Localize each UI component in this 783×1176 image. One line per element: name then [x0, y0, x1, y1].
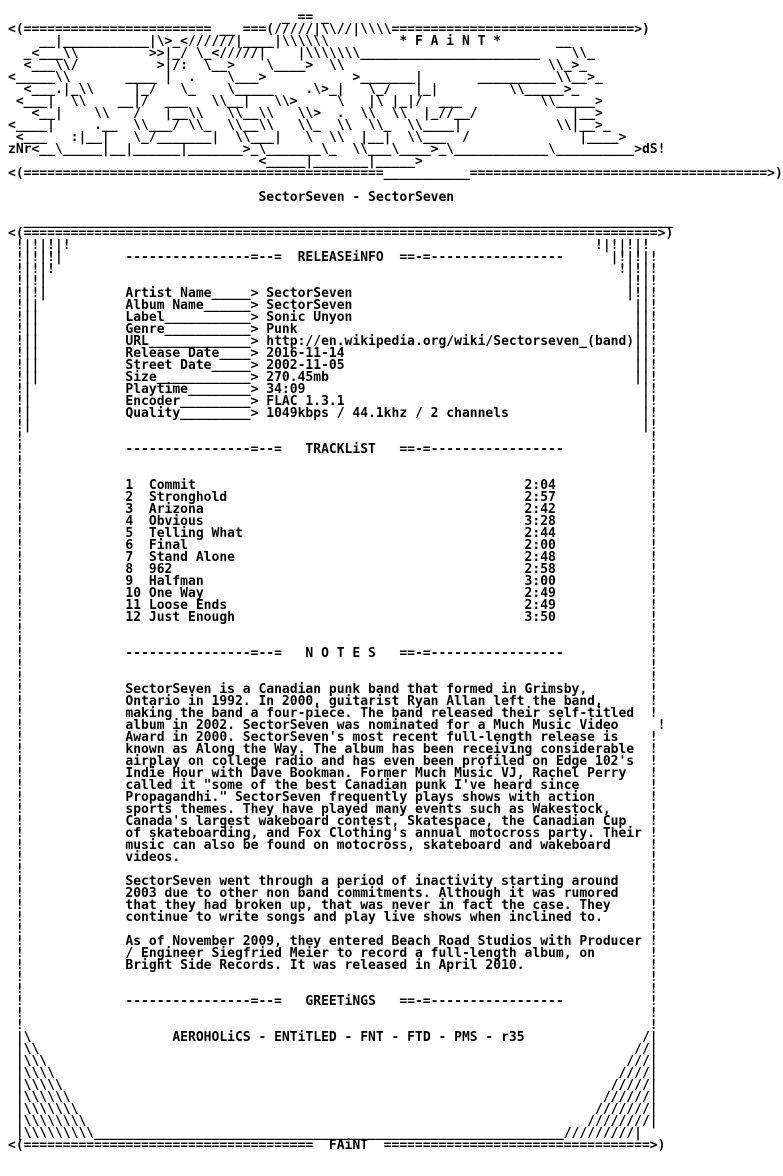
nfo-line: ! 12 Just Enough 3:50 !: [8, 610, 658, 625]
nfo-line: <_____\\ ____ | . \___> >_______| __________\\__>_: [8, 70, 603, 85]
nfo-line: ! Ontario in 1992. In 2000, guitarist Ryan Allan left the band, !: [8, 694, 658, 709]
nfo-line: ! ----------------=--= GREETiNGS ==-=----------------- !: [8, 994, 658, 1009]
nfo-line: !|| Album Name______> SectorSeven ||!: [8, 298, 658, 313]
nfo-line: !|| Genre___________> Punk ||!: [8, 322, 658, 337]
nfo-line: ! music can also be found on motocross, skateboard and wakeboard !: [8, 838, 658, 853]
nfo-line: <__| \\ / |__\\ \\__\\ \\> . \\ \\ |_//__/ |__>: [8, 106, 603, 121]
nfo-line: ! videos. !: [8, 850, 658, 865]
nfo-line: ! SectorSeven is a Canadian punk band that formed in Grimsby, !: [8, 682, 658, 697]
nfo-line: zNr<__\_____|__|______|_______>_\_______\_ \\___\____>_\____________\__________>dS!: [8, 142, 666, 157]
nfo-line: ! !: [8, 922, 658, 937]
nfo-line: !|!|! !|!|!: [8, 262, 658, 277]
nfo-line: !| Encoder_________> FLAC 1.3.1 |!: [8, 394, 658, 409]
nfo-line: ! 7 Stand Alone 2:48 !: [8, 550, 658, 565]
nfo-line: <___.|_\\ |_/ \_ \_____ .\>_| \_/ |_| \\_____>_: [8, 82, 580, 97]
nfo-text: [8, 10, 783, 1153]
nfo-line: ! !: [8, 658, 658, 673]
nfo-line: ! known as Along the Way. The album has been receiving considerable !: [8, 742, 658, 757]
nfo-line: SectorSeven - SectorSeven: [8, 190, 455, 205]
nfo-line: ! 9 Halfman 3:00 !: [8, 574, 658, 589]
nfo-line: ! ----------------=--= TRACKLiST ==-=----------------- !: [8, 442, 658, 457]
nfo-line: _<___\\ >>|_/ \_</////| |\\\\\\\_______________________ \\_: [8, 46, 595, 61]
nfo-line: <_____|_______|_____>: [8, 154, 423, 169]
nfo-line: <(===================================== FAiNT ==================================>): [8, 1138, 666, 1153]
nfo-line: ! called it "some of the best Canadian punk I've heard since !: [8, 778, 658, 793]
nfo-line: ! !: [8, 670, 658, 685]
nfo-line: <___\\/ >|/: \__> \____> \\ \\_>_: [8, 58, 588, 73]
nfo-line: !|!| Artist Name_____> SectorSeven |!|!: [8, 286, 658, 301]
nfo-line: <(==============================================___________======================================>): [8, 166, 783, 181]
nfo-line: ! sports themes. They have played many events such as Wakestock, !: [8, 802, 658, 817]
nfo-line: ! Bright Side Records. It was released in April 2010. !: [8, 958, 658, 973]
nfo-line: ! making the band a four-piece. The band released their self-titled !: [8, 706, 658, 721]
nfo-line: <(=================================================================================>): [8, 226, 674, 241]
nfo-line: <(======================== __ ===(/////|\\//|\\\\===============================>): [8, 22, 650, 37]
nfo-line: _ == _: [8, 10, 329, 25]
nfo-line: !|| Size____________> 270.45mb ||!: [8, 370, 658, 385]
nfo-line: ! 2 Stronghold 2:57 !: [8, 490, 658, 505]
nfo-line: ! 2003 due to other non band commitments. Although it was rumored !: [8, 886, 658, 901]
nfo-line: ! SectorSeven went through a period of inactivity starting around !: [8, 874, 658, 889]
nfo-line: ! album in 2002. SectorSeven was nominated for a Much Music Video !: [8, 718, 666, 733]
nfo-line: ! Canada's largest wakeboard contest, Skatespace, the Canadian Cup !: [8, 814, 658, 829]
nfo-line: ! !: [8, 454, 658, 469]
nfo-line: |\\\ ///|: [8, 1054, 658, 1069]
nfo-line: !|| Release Date____> 2016-11-14 ||!: [8, 346, 658, 361]
nfo-line: ! Propagandhi." SectorSeven frequently plays shows with action !: [8, 790, 658, 805]
nfo-line: ! 4 Obvious 3:28 !: [8, 514, 658, 529]
nfo-line: |\\\\\\ //////|: [8, 1090, 658, 1105]
nfo-line: !|| Street Date_____> 2002-11-05 ||!: [8, 358, 658, 373]
nfo-line: |\\\\\\\\ ////////|: [8, 1114, 658, 1129]
nfo-line: ! Award in 2000. SectorSeven's most recent full-length release is !: [8, 730, 658, 745]
nfo-line: |\\ //|: [8, 1042, 658, 1057]
nfo-line: !|| URL_____________> http://en.wikipedia.org/wiki/Sectorseven_(band)||!: [8, 334, 658, 349]
nfo-line: |\\\\\\\ ///////|: [8, 1102, 658, 1117]
nfo-line: ! that they had broken up, that was never in fact the case. They !: [8, 898, 658, 913]
nfo-line: ! continue to write songs and play live shows when inclined to. !: [8, 910, 658, 925]
nfo-line: !| Quality_________> 1049kbps / 44.1khz / 2 channels |!: [8, 406, 658, 421]
nfo-line: !|!| |!|!: [8, 274, 658, 289]
nfo-line: |\\\\\ /////|: [8, 1078, 658, 1093]
nfo-line: ! 11 Loose Ends 2:49 !: [8, 598, 658, 613]
nfo-line: ! 8 962 2:58 !: [8, 562, 658, 577]
nfo-line: ! !: [8, 430, 658, 445]
nfo-line: ! 6 Final 2:00 !: [8, 538, 658, 553]
nfo-line: |\\\\ ////|: [8, 1066, 658, 1081]
nfo-line: ! / Engineer Siegfried Meier to record a full-length album, on !: [8, 946, 658, 961]
nfo-line: !|!|!| ----------------=--= RELEASEiNFO ==-=----------------- |!|!|!: [8, 250, 658, 265]
nfo-line: |\ AEROHOLiCS - ENTiTLED - FNT - FTD - PMS - r35 /|: [8, 1030, 658, 1045]
nfo-line: ! !: [8, 622, 658, 637]
nfo-line: ! !: [8, 982, 658, 997]
nfo-line: ! airplay on college radio and has even been profiled on Edge 102's !: [8, 754, 658, 769]
nfo-line: ___________________________________________________________________________________: [8, 214, 674, 229]
nfo-line: ! of skateboarding, and Fox Clothing's annual motocross party. Their !: [8, 826, 658, 841]
nfo-line: <___| \\ __|/ ___ \\__| \\> \ |\ |_|/ ___ \\_____>: [8, 94, 603, 109]
nfo-line: ! 1 Commit 2:04 !: [8, 478, 658, 493]
nfo-line: !| Playtime________> 34:09 |!: [8, 382, 658, 397]
nfo-line: ! Indie Hour with Dave Bookman. Former Much Music VJ, Rachel Perry !: [8, 766, 658, 781]
nfo-line: ! ----------------=--= N O T E S ==-=----------------- !: [8, 646, 658, 661]
nfo-line: ! !: [8, 466, 658, 481]
nfo-line: ! !: [8, 970, 658, 985]
nfo-line: ! As of November 2009, they entered Beach Road Studios with Producer !: [8, 934, 658, 949]
nfo-line: ! !: [8, 1018, 658, 1033]
nfo-line: ! !: [8, 1006, 658, 1021]
nfo-line: ! !: [8, 862, 658, 877]
nfo-line: ! 3 Arizona 2:42 !: [8, 502, 658, 517]
nfo-line: <___ :|__| \_/_______| \\___| \ \\ |__| \\___ / |____>: [8, 130, 627, 145]
nfo-line: ! 10 One Way 2:49 !: [8, 586, 658, 601]
nfo-line: ! 5 Telling What 2:44 !: [8, 526, 658, 541]
nfo-line: __|___________|\>_<//////|____|\\\\\\ * F A i N T * __: [8, 34, 572, 49]
nfo-line: !|| Label___________> Sonic Unyon ||!: [8, 310, 658, 325]
nfo-line: !| |!: [8, 418, 658, 433]
nfo-line: !|!|!|! !|!|!|!: [8, 238, 650, 253]
nfo-line: |\\\\\\\\\____________________________________________________________/////////|: [8, 1126, 642, 1141]
nfo-line: <____| .__ \\___/ \\_ \\__\\ \\_ \\ \\_ \\____| \\|__>_: [8, 118, 611, 133]
nfo-line: ! !: [8, 634, 658, 649]
